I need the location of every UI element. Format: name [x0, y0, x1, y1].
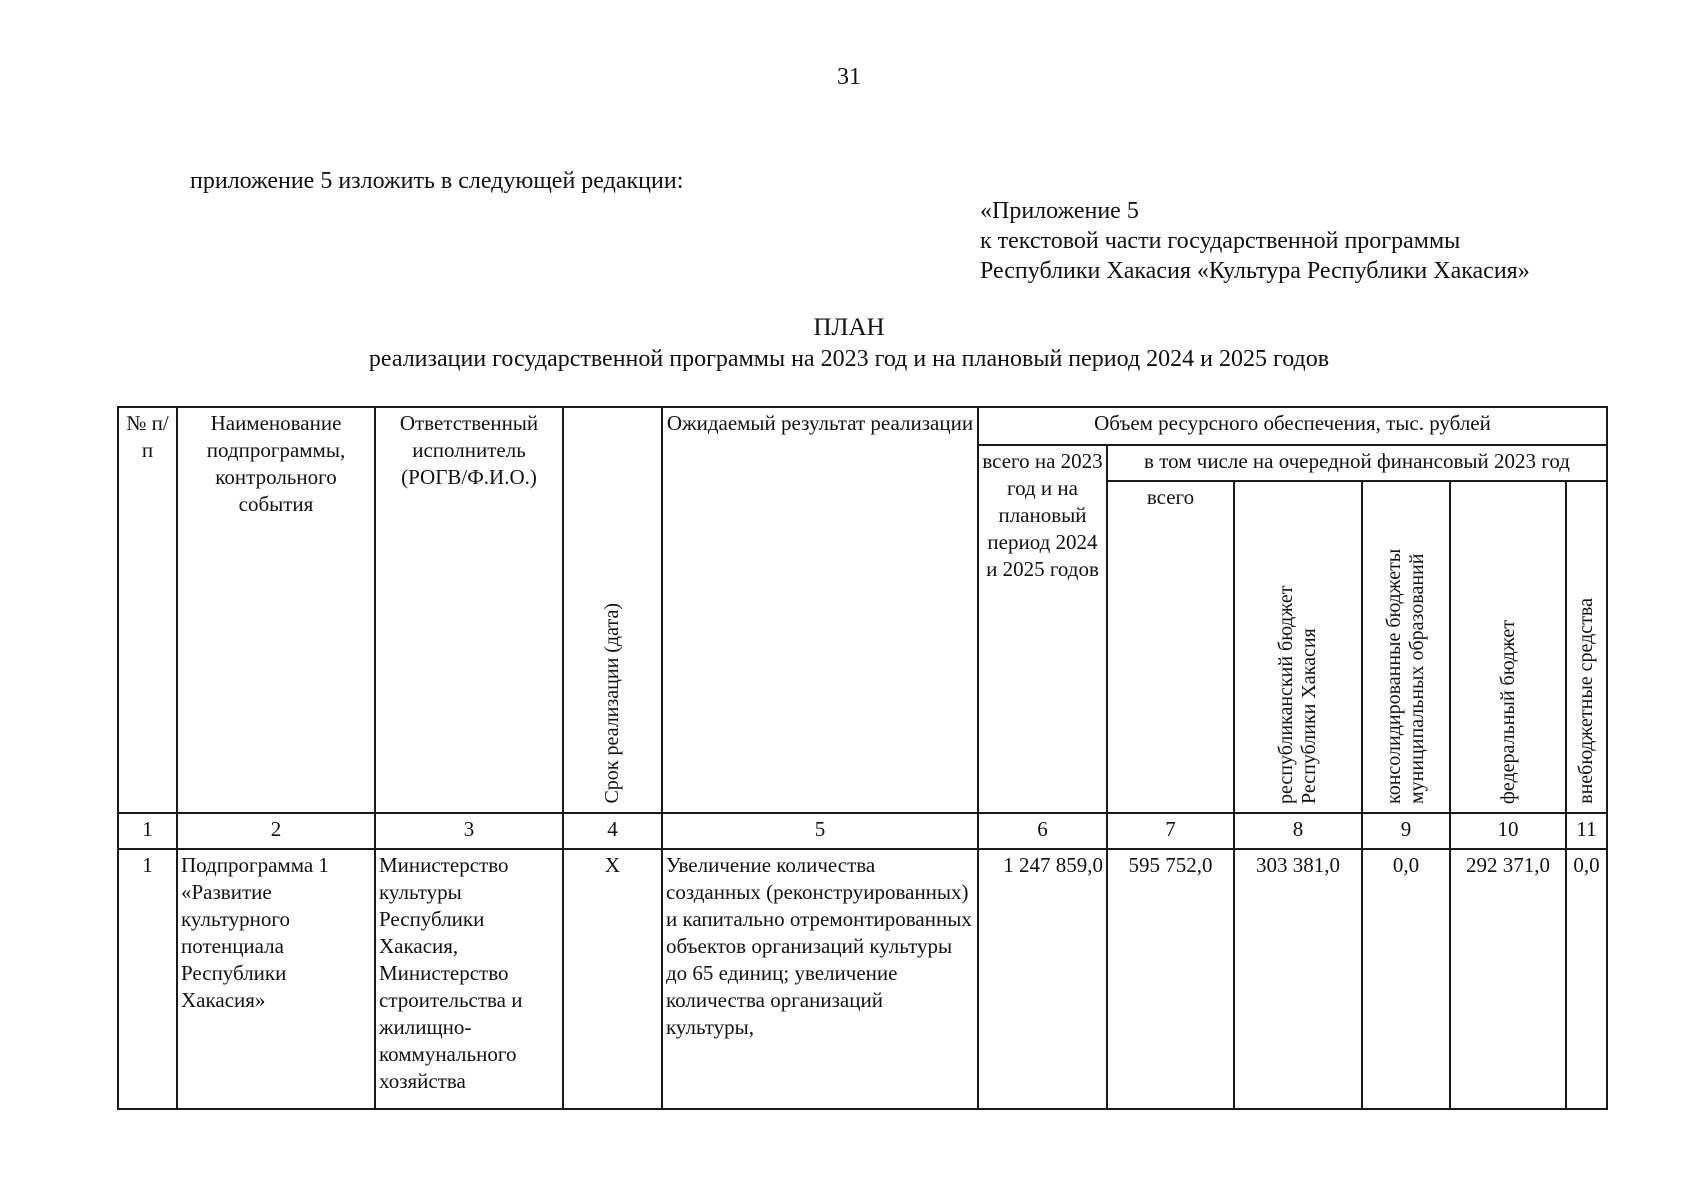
plan-table — [117, 406, 1608, 1110]
column-number: 8 — [1234, 813, 1362, 849]
header-deadline-cell — [563, 407, 662, 813]
header-federal-budget-cell — [1450, 481, 1566, 813]
header-num: № п/п — [118, 407, 177, 813]
appendix-ref-line: Республики Хакасия «Культура Республики Хакасия» — [980, 258, 1530, 284]
column-number: 10 — [1450, 813, 1566, 849]
header-municipal-budgets-cell — [1362, 481, 1450, 813]
column-number: 1 — [118, 813, 177, 849]
column-number: 2 — [177, 813, 375, 849]
header-republic-budget: республиканский бюджет Республики Хакасия — [1275, 585, 1320, 804]
header-incl-2023: в том числе на очередной финансовый 2023 год — [1107, 445, 1607, 481]
header-executor: Ответственный исполнитель (РОГВ/Ф.И.О.) — [375, 407, 563, 813]
intro-line: приложение 5 изложить в следующей редакции: — [190, 168, 684, 194]
plan-subheading: реализации государственной программы на 2023 год и на плановый период 2024 и 2025 годов — [368, 346, 1330, 372]
column-number: 7 — [1107, 813, 1234, 849]
header-extra-budget-cell — [1566, 481, 1607, 813]
column-number: 11 — [1566, 813, 1607, 849]
header-result: Ожидаемый результат реализации — [662, 407, 978, 813]
header-funding: Объем ресурсного обеспечения, тыс. рублей — [978, 407, 1607, 445]
row-total-2023: 595 752,0 — [1107, 849, 1234, 1109]
row-num: 1 — [118, 849, 177, 1109]
column-number: 3 — [375, 813, 563, 849]
row-municipal-budgets: 0,0 — [1362, 849, 1450, 1109]
row-extra-budget: 0,0 — [1566, 849, 1607, 1109]
row-name: Подпрограмма 1 «Развитие культурного потенциала Республики Хакасия» — [177, 849, 375, 1109]
row-republic-budget: 303 381,0 — [1234, 849, 1362, 1109]
appendix-ref-line: «Приложение 5 — [980, 198, 1139, 224]
page-number: 31 — [837, 64, 861, 90]
header-total-2023: всего — [1107, 481, 1234, 813]
table-row — [118, 849, 1607, 1109]
header-republic-budget-cell — [1234, 481, 1362, 813]
header-municipal-budgets: консолидированные бюджеты муниципальных образований — [1383, 548, 1428, 804]
row-federal-budget: 292 371,0 — [1450, 849, 1566, 1109]
row-executor: Министерство культуры Республики Хакасия, Министерство строительства и жилищно-коммунального хозяйства — [375, 849, 563, 1109]
column-number: 4 — [563, 813, 662, 849]
appendix-ref-line: к текстовой части государственной программы — [980, 228, 1461, 254]
header-federal-budget: федеральный бюджет — [1496, 619, 1519, 804]
row-deadline: X — [563, 849, 662, 1109]
row-total-all: 1 247 859,0 — [978, 849, 1107, 1109]
column-number: 9 — [1362, 813, 1450, 849]
header-deadline: Срок реализации (дата) — [601, 603, 623, 804]
row-result: Увеличение количества созданных (реконструированных) и капитально отремонтированных объектов организаций культуры до 65 единиц; увеличение количества организаций культуры, — [662, 849, 978, 1109]
column-number: 5 — [662, 813, 978, 849]
header-total-all: всего на 2023 год и на плановый период 2024 и 2025 годов — [978, 445, 1107, 813]
column-number: 6 — [978, 813, 1107, 849]
column-number-row — [118, 813, 1607, 849]
appendix-reference — [980, 196, 1530, 286]
header-extra-budget: внебюджетные средства — [1575, 598, 1597, 804]
header-name: Наименование подпрограммы, контрольного события — [177, 407, 375, 813]
plan-heading: ПЛАН — [813, 314, 885, 341]
